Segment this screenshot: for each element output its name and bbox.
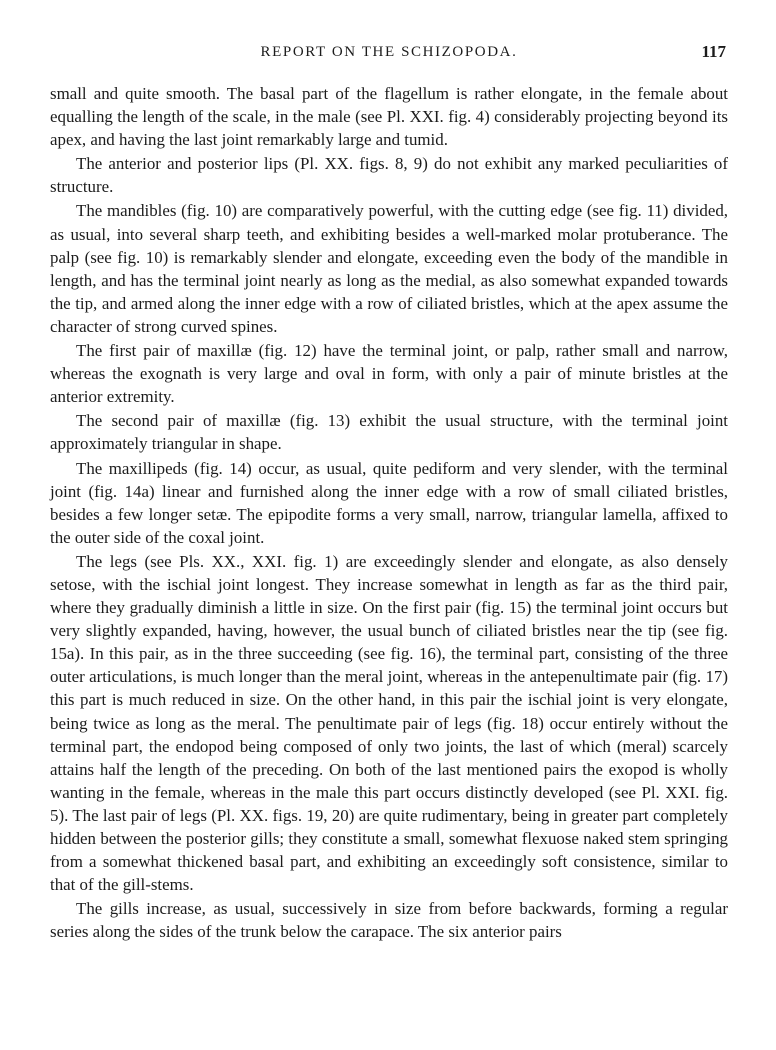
paragraph: The maxillipeds (fig. 14) occur, as usual, quite pediform and very slender, with the terminal joint (fig. 14a) linear and furnished along the inner edge with a row of small ciliated bristles, besides a few longer setæ. The epipodite forms a very small, narrow, triangular lamella, affixed to the outer side of the coxal joint. <box>50 458 728 547</box>
page-header <box>50 44 728 68</box>
running-head: REPORT ON THE SCHIZOPODA. <box>260 44 518 60</box>
paragraph: The mandibles (fig. 10) are comparatively powerful, with the cutting edge (see fig. 11) divided, as usual, into several sharp teeth, and exhibiting besides a well-marked molar protuberance. The palp (see fig. 10) is remarkably slender and elongate, exceeding even the body of the mandible in length, and has the terminal joint nearly as long as the medial, as also somewhat expanded towards the tip, and armed along the inner edge with a row of ciliated bristles, which at the apex assume the character of strong curved spines. <box>50 201 728 336</box>
paragraph: small and quite smooth. The basal part of the flagellum is rather elongate, in the female about equalling the length of the scale, in the male (see Pl. XXI. fig. 4) considerably projecting beyond its apex, and having the last joint remarkably large and tumid. <box>50 84 728 150</box>
paragraph: The second pair of maxillæ (fig. 13) exhibit the usual structure, with the terminal joint approximately triangular in shape. <box>50 411 728 454</box>
body-text <box>50 82 728 943</box>
paragraph: The gills increase, as usual, successively in size from before backwards, forming a regular series along the sides of the trunk below the carapace. The six anterior pairs <box>50 899 728 942</box>
paragraph: The legs (see Pls. XX., XXI. fig. 1) are exceedingly slender and elongate, as also densely setose, with the ischial joint longest. They increase somewhat in length as far as the third pair, where they gradually diminish a little in size. On the first pair (fig. 15) the terminal joint occurs but very slightly expanded, having, however, the usual bunch of ciliated bristles near the tip (see fig. 15a). In this pair, as in the three succeeding (see fig. 16), the terminal part, consisting of the three outer articulations, is much longer than the meral joint, whereas in the antepenultimate pair (fig. 17) this part is much reduced in size. On the other hand, in this pair the ischial joint is very elongate, being twice as long as the meral. The penultimate pair of legs (fig. 18) occur entirely without the terminal part, the endopod being composed of only two joints, the last of which (meral) scarcely attains half the length of the preceding. On both of the last mentioned pairs the exopod is wholly wanting in the female, whereas in the male this part occurs distinctly developed (see Pl. XXI. fig. 5). The last pair of legs (Pl. XX. figs. 19, 20) are quite rudimentary, being in greater part completely hidden between the posterior gills; they constitute a small, somewhat flexuose naked stem springing from a somewhat thickened basal part, and exhibiting an exceedingly soft consistence, similar to that of the gill-stems. <box>50 551 728 895</box>
paragraph: The anterior and posterior lips (Pl. XX. figs. 8, 9) do not exhibit any marked peculiarities of structure. <box>50 154 728 197</box>
page-number: 117 <box>701 42 726 61</box>
paragraph: The first pair of maxillæ (fig. 12) have the terminal joint, or palp, rather small and narrow, whereas the exognath is very large and oval in form, with only a pair of minute bristles at the anterior extremity. <box>50 341 728 407</box>
